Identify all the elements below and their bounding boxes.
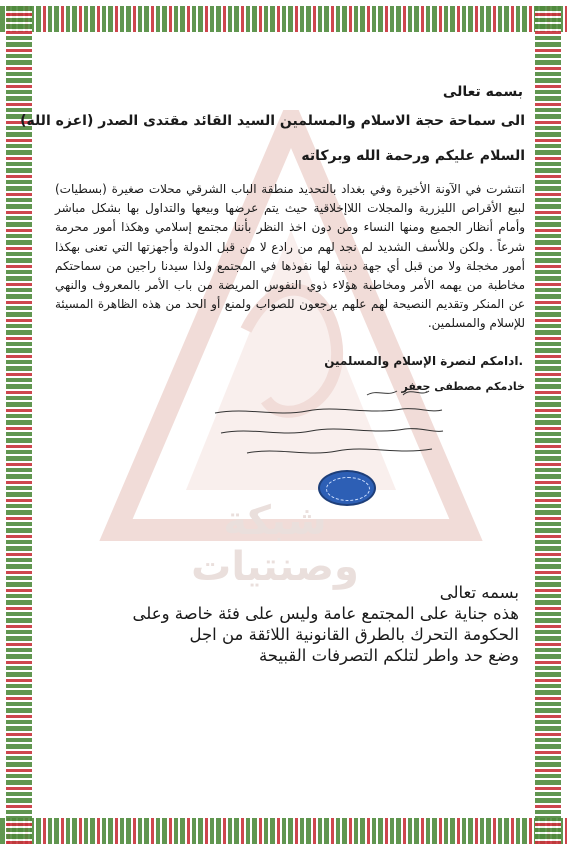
letter-closing: ادامكم لنصرة الإسلام والمسلمين. — [324, 354, 523, 368]
letter-greeting: السلام عليكم ورحمة الله وبركاته — [301, 148, 525, 164]
border-left — [6, 6, 32, 844]
handwritten-reply-annotation — [207, 383, 447, 463]
border-bottom — [0, 818, 567, 844]
border-right — [535, 6, 561, 844]
typed-reply — [49, 582, 519, 666]
logo-watermark-icon — [96, 110, 486, 560]
watermark-text: شبكة وصنتيات — [191, 498, 359, 590]
letter-body: انتشرت في الآونة الأخيرة وفي بغداد بالتحديد منطقة الباب الشرقي محلات صغيرة (بسطيات) لبيع الأقراص الليزرية والمجلات اللاإخلاقية حيث يتم عرضها وبيعها والتداول بها بشكل مباشر وأمام أنظار الجميع ومنها النساء ومن دون اخذ النظر بأننا مجتمع إسلامي وهكذا أمور محرمة شرعاً . ولكن وللأسف الشديد لم نجد لهم من رادع لا من قبل الدولة وأجهزتها التي تعنى بهكذا أمور مخجلة ولا من قبل أي جهة دينية لها نفوذها في المجتمع ولذا سيدنا راجين من سماحتكم مخاطبة من يهمه الأمر ومخاطبة هؤلاء ذوي النفوس المريضة من باب الأمر بالمعروف والنهي عن المنكر وتقديم النصيحة لهم علهم يرجعون للصواب ولمنع أو الحد من هذه الظاهرة المسيئة للإسلام والمسلمين. — [55, 182, 525, 331]
letter-salutation: بسمه تعالى — [442, 84, 523, 100]
typed-reply-line: هذه جناية على المجتمع عامة وليس على فئة خاصة وعلى — [132, 604, 519, 623]
typed-reply-line: بسمه تعالى — [439, 583, 519, 602]
typed-reply-line: وضع حد واطر لتلكم التصرفات القبيحة — [258, 646, 519, 665]
border-top — [0, 6, 567, 32]
letter-signature: خادمكم مصطفى جعفر — [401, 380, 525, 393]
typed-reply-line: الحكومة التحرك بالطرق القانونية اللائقة من اجل — [189, 625, 519, 644]
seal-inner-ring — [326, 477, 370, 501]
letter-addressee: الى سماحة حجة الاسلام والمسلمين السيد القائد مقتدى الصدر (اعزه الله) — [20, 113, 525, 129]
official-seal-icon — [318, 470, 376, 506]
